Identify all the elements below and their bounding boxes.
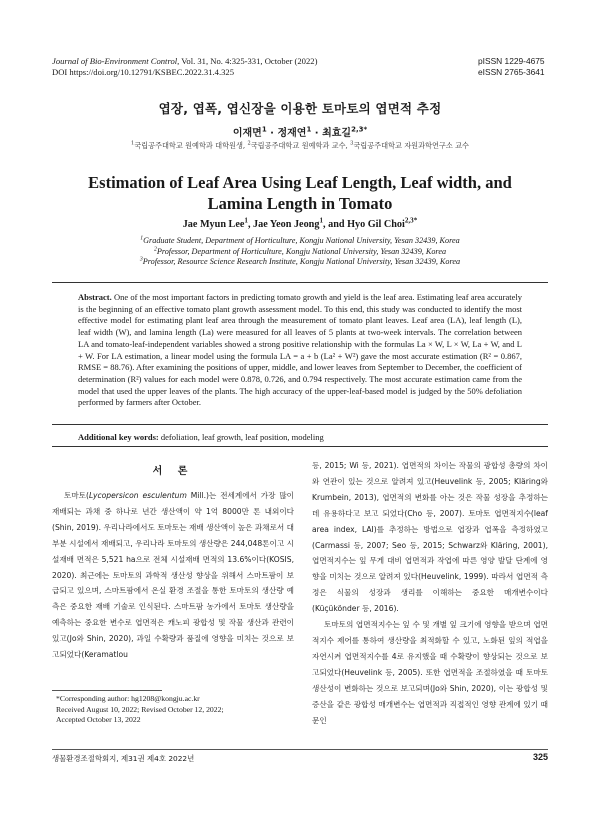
- korean-author: 정재연: [277, 128, 307, 139]
- korean-affiliation: 국립공주대학교 자원과학연구소 교수: [353, 141, 469, 150]
- footnotes: [56, 694, 296, 726]
- abstract-top-rule: [52, 282, 548, 283]
- abstract-label: Abstract.: [78, 292, 112, 302]
- affil-sup: 2: [153, 245, 157, 252]
- footer-journal: 생물환경조절학회지, 제31권 제4호 2022년: [52, 754, 195, 763]
- english-author: Jae Yeon Jeong: [253, 219, 320, 230]
- korean-affiliation: 국립공주대학교 원예학과 교수,: [250, 141, 351, 150]
- affil-sup: 3: [350, 140, 354, 147]
- author-separator: ·: [266, 128, 278, 139]
- author-sup: 1: [306, 125, 312, 134]
- page-footer: [52, 753, 548, 764]
- body-paragraph: 등, 2015; Wi 등, 2021). 엽면적의 차이는 작물의 광합성 총량의 차이와 연관이 있는 것으로 알려져 있고(Heuvelink 등, 2005; Kläring와 Krumbein, 2013), 엽면적의 변화를 아는 것은 작물 성장을 추정하는 데 유용하다고 보고 되었다(Cho 등, 2007). 토마토 엽면적지수(leaf area index, LAI)를 추정하는 방법으로 엽장과 엽폭을 측정하였고(Carmassi 등, 2007; Seo 등, 2015; Schwarz와 Kläring, 2001), 엽면적지수는 잎 무게 대비 엽면적과 작엽에 따른 영양 발달 단계에 영향을 미치는 것으로 알려져 있다(Heuvelink, 1999). 따라서 엽면적 측정은 식물의 성장과 생리를 이해하는 중요한 매개변수이다(Küçükönder 등, 2016).: [312, 461, 548, 614]
- author-sup: 2,3*: [351, 125, 368, 134]
- body-column-left: [52, 488, 294, 663]
- english-affiliations: [0, 236, 600, 268]
- abstract-bottom-rule: [52, 424, 548, 425]
- received-date: Received August 10, 2022; Revised October 12, 2022;: [56, 704, 224, 714]
- english-affiliation: [0, 236, 600, 247]
- affil-sup: 1: [140, 235, 144, 242]
- author-separator: ·: [311, 128, 323, 139]
- author-sup: 1: [261, 125, 267, 134]
- english-affiliation: [0, 257, 600, 268]
- affil-sup: 3: [139, 256, 143, 263]
- abstract-text: One of the most important factors in predicting tomato growth and yield is the leaf area. Estimating leaf area accurately is the beginning of an effective tomato plant growth assessment model. To this end, this study was conducted to identify the most effective model for estimating plant leaf area through the measurement of tomato plant leaves. Leaf area (LA), leaf length (L), leaf width (W), and lamina length (La) were measured for all leaves of 5 plants at two-week intervals. The correlation between LA and tomato-leaf-independent variables showed a strong positive relationship with the formulas La × W, L × W, La + W, and L + W. For LA estimation, a linear model using the formula LA = a + b (La² + W²) gave the most accurate estimation (R² = 0.867, RMSE = 88.76). After examining the positions of upper, middle, and lower leaves from September to December, the coefficient of determination (R²) values for each model were 0.878, 0.726, and 0.794 respectively. The most accurate estimation came from the model that used the upper leaves of the plants. The high accuracy of the upper-leaf-based model is judged by the 50% defoliation performed by farmers after October.: [78, 292, 523, 408]
- english-authors: Jae Myun Lee$^1$, Jae Yeon Jeong$^1$, and Hyo Gil Choi$^{2,3*}$: [182, 216, 418, 230]
- corresponding-author[interactable]: *Corresponding author: hg1208@kongju.ac.kr: [56, 694, 200, 703]
- body-column-right: [312, 458, 548, 728]
- affil-text: Graduate Student, Department of Horticulture, Kongju National University, Yesan 32439, Korea: [143, 236, 460, 245]
- english-author: Hyo Gil Choi: [347, 219, 405, 230]
- korean-title: 엽장, 엽폭, 엽신장을 이용한 토마토의 엽면적 추정: [158, 101, 442, 116]
- scientific-name: Lycopersicon esculentum: [88, 491, 187, 500]
- journal-volume: , Vol. 31, No. 4:325-331, October (2022): [177, 56, 318, 66]
- footnote-rule: [52, 690, 162, 691]
- keywords-text: defoliation, leaf growth, leaf position, modeling: [158, 432, 324, 442]
- eissn: eISSN 2765-3641: [478, 67, 545, 77]
- korean-affiliations: [0, 141, 600, 151]
- korean-authors: [0, 124, 600, 139]
- accepted-date: Accepted October 13, 2022: [56, 715, 141, 724]
- affil-text: Professor, Resource Science Research Institute, Kongju National University, Yesan 32439, Korea: [142, 257, 461, 267]
- section-title-introduction: 서 론: [152, 466, 194, 477]
- doi[interactable]: DOI https://doi.org/10.12791/KSBEC.2022.31.4.325: [52, 67, 234, 77]
- author-sup: 1: [319, 216, 323, 225]
- body-paragraph: 토마토(Lycopersicon esculentum Mill.)는 전세계에서 가장 많이 재배되는 과채 중 하나로 년간 생산액이 약 1억 8000만 톤 내외이다(Shin, 2019). 우리나라에서도 토마토는 재배 생산액이 높은 과채로서 대부분 시설에서 재배되고, 우리나라 토마토의 생산량은 244,048톤이고 시설재배 면적은 5,521 ha으로 전체 시설재배 면적의 13.6%이다(KOSIS, 2020). 최근에는 토마토의 과학적 생산성 향상을 위해서 스마트팜이 보급되고 있으며, 스마트팜에서 온실 환경 조절을 통한 토마토의 생산량 예측은 중요한 재배 기술로 인식된다. 스마트팜 농가에서 토마토 생산량을 예측하는 중요한 변수로 엽면적은 캐노피 광합성 및 작물 생산과 관련이 있고(Jo와 Shin, 2020), 과일 수확량과 품질에 영향을 미치는 것으로 보고되었다(Keramatlou: [52, 491, 294, 660]
- korean-affiliation: 국립공주대학교 원예학과 대학원생,: [134, 141, 248, 150]
- english-title: Estimation of Leaf Area Using Leaf Length, Leaf width, and Lamina Length in Tomato: [88, 173, 512, 213]
- keywords: [78, 432, 522, 442]
- keywords-bottom-rule: [52, 446, 548, 447]
- affil-text: Professor, Department of Horticulture, Kongju National University, Yesan 32439, Korea: [156, 246, 447, 256]
- english-affiliation: [0, 247, 600, 258]
- author-sup: 2,3*: [404, 216, 418, 225]
- journal-citation: [52, 56, 392, 67]
- author-sup: 1: [244, 216, 248, 225]
- journal-name: Journal of Bio-Environment Control: [52, 56, 178, 66]
- footer-rule: [52, 749, 548, 750]
- keywords-label: Additional key words:: [78, 432, 159, 442]
- journal-citation-block: [52, 56, 392, 78]
- page-number: 325: [532, 752, 548, 762]
- issn-block: [478, 56, 548, 78]
- affil-sup: 2: [247, 140, 251, 147]
- korean-author: 이재면: [232, 128, 262, 139]
- english-author: Jae Myun Lee: [182, 219, 245, 230]
- korean-author: 최효길: [322, 128, 352, 139]
- body-paragraph: 토마토의 엽면적지수는 잎 수 및 개별 잎 크기에 영향을 받으며 엽면적지수 제어를 통하여 생산량을 최적화할 수 있고, 노화된 잎의 적엽을 자연시켜 엽면적지수를 4로 유지했을 때 수확량이 향상되는 것으로 보고되었다(Heuvelink 등, 2005). 또한 엽면적을 조절하였을 때 토마토 생산성이 변화하는 것으로 보고되며(Jo와 Shin, 2020), 이는 광합성 및 증산을 같은 광합성 매개변수는 엽면적과 직접적인 영향 관계에 있기 때문인: [312, 620, 548, 725]
- pissn: pISSN 1229-4675: [478, 56, 545, 66]
- abstract: [78, 292, 522, 409]
- affil-sup: 1: [131, 140, 135, 147]
